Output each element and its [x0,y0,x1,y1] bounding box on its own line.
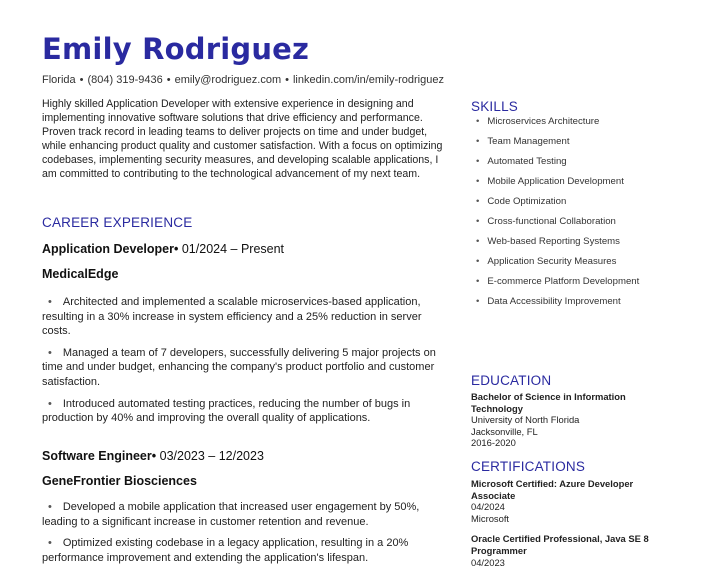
candidate-name: Emily Rodriguez [42,32,310,66]
contact-line [42,74,444,86]
certification-item [471,533,651,568]
list-item: • Managed a team of 7 developers, successfully delivering 5 major projects on time and under budget, enhancing the company's product portfolio and customer satisfaction. [42,346,436,388]
skills-heading: SKILLS [471,99,518,114]
school-location: Jacksonville, FL [471,425,538,437]
certification-date: 04/2023 [471,556,505,568]
contact-phone: (804) 319-9436 [87,74,163,86]
skill-item: • E-commerce Platform Development [476,276,640,287]
job-bullets-2 [42,500,452,572]
school-name: University of North Florida [471,414,580,426]
skill-item: • Automated Testing [476,156,567,167]
certification-issuer: Microsoft [471,512,510,524]
skill-item: • Web-based Reporting Systems [476,236,620,247]
company-name-1: MedicalEdge [42,267,119,281]
job-role: Software Engineer [42,449,152,463]
education-entry [471,391,651,449]
job-title-2: Software Engineer• 03/2023 – 12/2023 [42,449,264,463]
contact-location: Florida [42,74,76,86]
skill-item: • Mobile Application Development [476,176,624,187]
contact-separator: • [285,74,289,86]
contact-separator: • [79,74,84,86]
education-dates: 2016-2020 [471,437,516,449]
skill-item: • Application Security Measures [476,256,617,267]
company-name-2: GeneFrontier Biosciences [42,474,197,488]
list-item: • Developed a mobile application that increased user engagement by 50%, leading to a significant increase in customer retention and revenue. [42,501,420,528]
job-title-1: Application Developer• 01/2024 – Present [42,242,285,256]
certification-name: Microsoft Certified: Azure Developer Associate [471,478,634,501]
education-heading: EDUCATION [471,373,552,388]
professional-summary: Highly skilled Application Developer with extensive experience in designing and implementing innovative software solutions that drive efficiency and performance. Proven track record in leading teams to deliver projects on time and under budget, while enhancing product quality and customer satisfaction. With a focus on optimizing codebases, implementing security measures, and developing scalable applications, I am committed to contributing to the technological advancement of my next team. [42,98,443,181]
skill-item: • Team Management [476,136,570,147]
list-item: • Architected and implemented a scalable microservices-based application, resulting in a 30% increase in system efficiency and a 25% reduction in server costs. [42,296,422,338]
skill-item: • Microservices Architecture [476,116,600,127]
skill-item: • Code Optimization [476,196,567,207]
job-dates: 03/2023 – 12/2023 [159,449,264,463]
contact-email[interactable]: emily@rodriguez.com [174,74,282,86]
certification-date: 04/2024 [471,501,505,513]
contact-linkedin[interactable]: linkedin.com/in/emily-rodriguez [292,74,444,86]
list-item: • Optimized existing codebase in a legacy application, resulting in a 20% performance improvement and extending the application's lifespan. [42,537,409,564]
job-dates: 01/2024 – Present [181,242,285,256]
skills-list [474,116,654,316]
job-bullets-1 [42,295,452,433]
certification-item [471,478,651,524]
list-item: • Introduced automated testing practices, reducing the number of bugs in production by 40% and improving the overall quality of applications. [42,397,411,425]
skill-item: • Data Accessibility Improvement [476,296,621,307]
certification-name: Oracle Certified Professional, Java SE 8 Programmer [471,533,649,556]
career-experience-heading: CAREER EXPERIENCE [42,215,193,230]
skill-item: • Cross-functional Collaboration [476,216,616,227]
degree-name: Bachelor of Science in Information Technology [471,391,626,414]
certifications-list [471,478,651,577]
certifications-heading: CERTIFICATIONS [471,459,586,474]
contact-separator: • [166,74,171,86]
job-role: Application Developer [42,242,174,256]
